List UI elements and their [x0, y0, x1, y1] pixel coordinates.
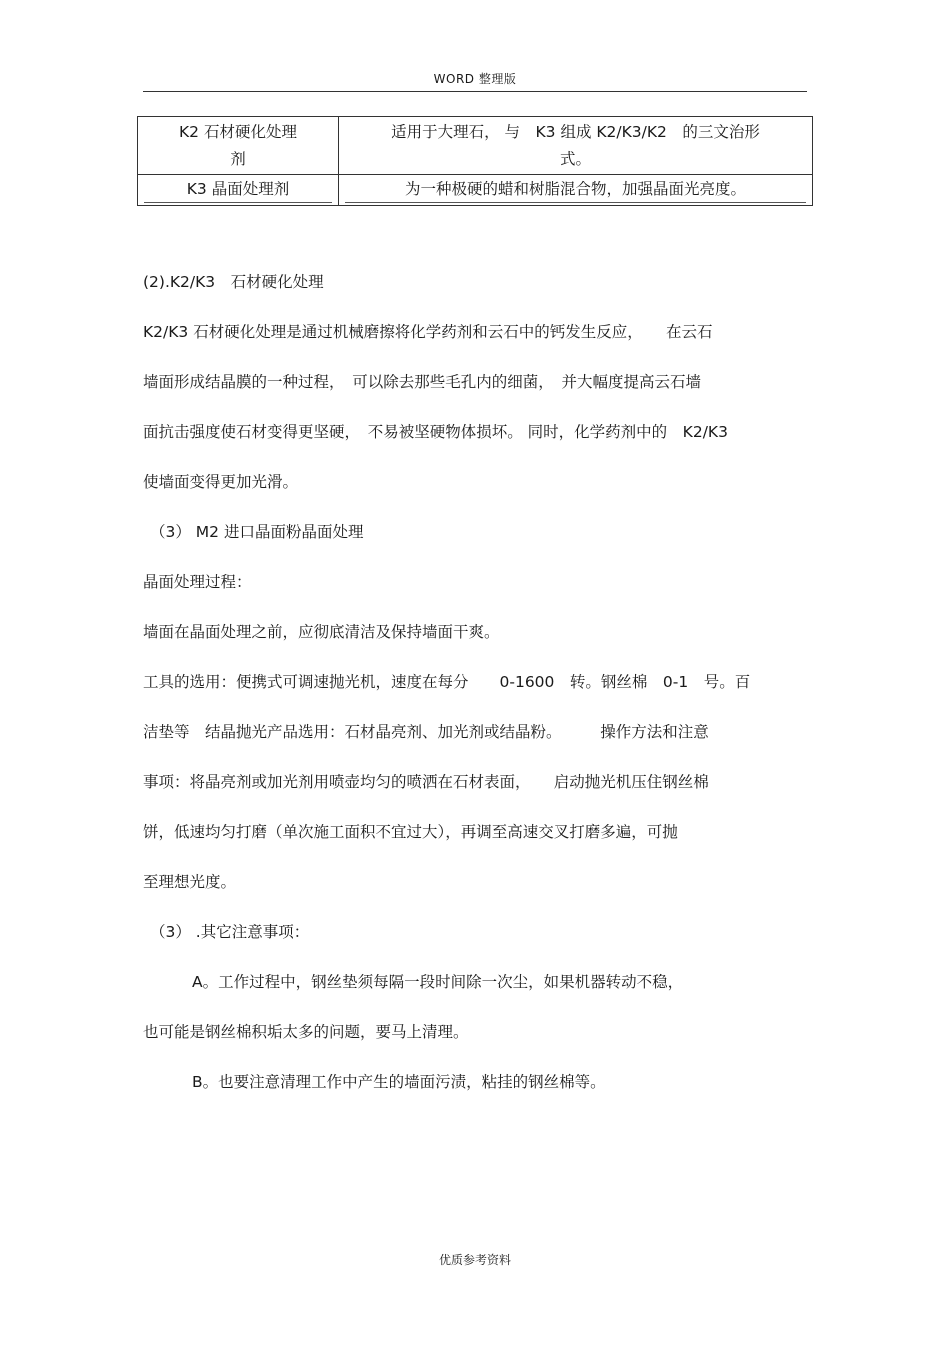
- paragraph-line: 墙面形成结晶膜的一种过程， 可以除去那些毛孔内的细菌， 并大幅度提高云石墙: [143, 373, 702, 391]
- table-row: [138, 175, 813, 206]
- paragraph-line: 面抗击强度使石材变得更坚硬， 不易被坚硬物体损坏。 同时，化学药剂中的 K2/K3: [143, 423, 728, 441]
- paragraph-line: 晶面处理过程：: [143, 573, 252, 591]
- header-divider: [143, 91, 807, 92]
- paragraph-line: K2/K3 石材硬化处理是通过机械磨擦将化学药剂和云石中的钙发生反应， 在云石: [143, 323, 713, 341]
- product-desc-cell: [339, 175, 813, 206]
- product-desc-line: 式。: [559, 149, 591, 168]
- section-heading: （3） M2 进口晶面粉晶面处理: [150, 523, 364, 541]
- table-row: [138, 117, 813, 175]
- paragraph-line: 工具的选用：便携式可调速抛光机，速度在每分 0-1600 转。钢丝棉 0-1 号。百: [143, 673, 751, 691]
- product-name-text: K3 晶面处理剂: [144, 176, 332, 203]
- paragraph-line: 洁垫等 结晶抛光产品选用：石材晶亮剂、加光剂或结晶粉。 操作方法和注意: [143, 723, 709, 741]
- page-header: WORD 整理版: [433, 72, 517, 86]
- product-name-cell: [138, 117, 339, 175]
- product-desc-text: 为一种极硬的蜡和树脂混合物，加强晶面光亮度。: [345, 176, 806, 203]
- page-footer: 优质参考资料: [438, 1253, 511, 1267]
- product-name-line: 剂: [230, 149, 246, 168]
- paragraph-line: B。也要注意清理工作中产生的墙面污渍，粘挂的钢丝棉等。: [192, 1073, 606, 1091]
- product-name-line: K2 石材硬化处理: [179, 122, 297, 141]
- paragraph-line: 事项：将晶亮剂或加光剂用喷壶均匀的喷洒在石材表面， 启动抛光机压住钢丝棉: [143, 773, 709, 791]
- paragraph-line: A。工作过程中，钢丝垫须每隔一段时间除一次尘，如果机器转动不稳，: [192, 973, 684, 991]
- section-heading: (2).K2/K3 石材硬化处理: [143, 273, 324, 291]
- paragraph-line: 也可能是钢丝棉积垢太多的问题，要马上清理。: [143, 1023, 469, 1041]
- product-name-cell: [138, 175, 339, 206]
- paragraph-line: 至理想光度。: [143, 873, 237, 891]
- paragraph-line: 墙面在晶面处理之前，应彻底清洁及保持墙面干爽。: [143, 623, 500, 641]
- paragraph-line: 饼，低速均匀打磨（单次施工面积不宜过大），再调至高速交叉打磨多遍，可抛: [143, 823, 678, 841]
- product-desc-line: 适用于大理石， 与 K3 组成 K2/K3/K2 的三文治形: [391, 122, 760, 141]
- section-heading: （3） .其它注意事项：: [150, 923, 310, 941]
- product-table: [137, 116, 813, 206]
- product-desc-cell: [339, 117, 813, 175]
- paragraph-line: 使墙面变得更加光滑。: [143, 473, 299, 491]
